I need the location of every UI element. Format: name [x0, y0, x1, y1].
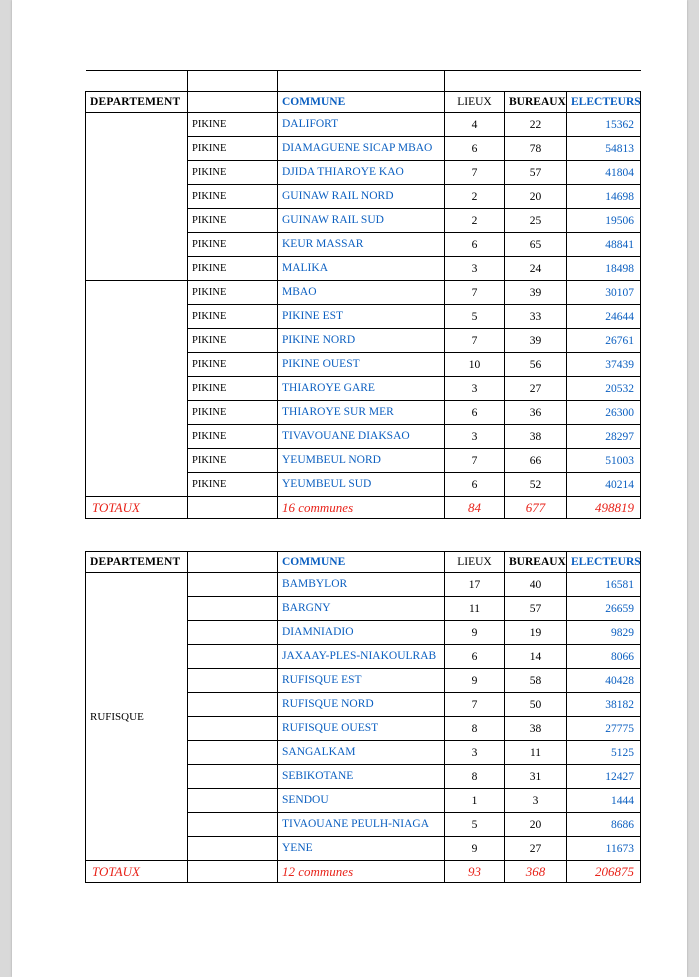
- column-header-electeurs: ELECTEURS: [567, 552, 641, 573]
- commune-name[interactable]: THIAROYE SUR MER: [278, 401, 445, 425]
- subdepartment-label: PIKINE: [188, 425, 278, 449]
- subdepartment-label: PIKINE: [188, 305, 278, 329]
- subdepartment-label: PIKINE: [188, 329, 278, 353]
- bureaux-value: 56: [505, 353, 567, 377]
- subdepartment-label: [188, 621, 278, 645]
- electeurs-value: 5125: [567, 741, 641, 765]
- table-row: [86, 113, 641, 137]
- lieux-value: 8: [445, 765, 505, 789]
- subdepartment-label: PIKINE: [188, 281, 278, 305]
- subdepartment-label: [188, 573, 278, 597]
- electeurs-value: 48841: [567, 233, 641, 257]
- spacer-cell-mid: [188, 71, 278, 92]
- totals-label: TOTAUX: [86, 497, 188, 519]
- lieux-value: 7: [445, 329, 505, 353]
- commune-name[interactable]: SANGALKAM: [278, 741, 445, 765]
- subdepartment-label: [188, 741, 278, 765]
- document-page: [12, 0, 687, 977]
- column-header-lieux: LIEUX: [445, 92, 505, 113]
- electeurs-value: 1444: [567, 789, 641, 813]
- commune-name[interactable]: PIKINE OUEST: [278, 353, 445, 377]
- bureaux-value: 40: [505, 573, 567, 597]
- subdepartment-label: PIKINE: [188, 137, 278, 161]
- lieux-value: 10: [445, 353, 505, 377]
- subdepartment-label: [188, 813, 278, 837]
- column-header-commune: COMMUNE: [278, 552, 445, 573]
- department-cell: RUFISQUE: [86, 573, 188, 861]
- electeurs-value: 12427: [567, 765, 641, 789]
- subdepartment-label: PIKINE: [188, 161, 278, 185]
- electeurs-value: 26300: [567, 401, 641, 425]
- totals-lieux: 84: [445, 497, 505, 519]
- commune-name[interactable]: YEUMBEUL SUD: [278, 473, 445, 497]
- lieux-value: 3: [445, 377, 505, 401]
- totals-blank: [188, 861, 278, 883]
- column-header-lieux: LIEUX: [445, 552, 505, 573]
- bureaux-value: 27: [505, 837, 567, 861]
- table-header-row: [86, 92, 641, 113]
- commune-name[interactable]: PIKINE NORD: [278, 329, 445, 353]
- lieux-value: 2: [445, 209, 505, 233]
- bureaux-value: 58: [505, 669, 567, 693]
- subdepartment-label: [188, 597, 278, 621]
- commune-name[interactable]: KEUR MASSAR: [278, 233, 445, 257]
- bureaux-value: 25: [505, 209, 567, 233]
- bureaux-value: 20: [505, 813, 567, 837]
- electeurs-value: 16581: [567, 573, 641, 597]
- lieux-value: 6: [445, 401, 505, 425]
- column-header-bureaux: BUREAUX: [505, 92, 567, 113]
- lieux-value: 7: [445, 449, 505, 473]
- subdepartment-label: PIKINE: [188, 473, 278, 497]
- electeurs-value: 14698: [567, 185, 641, 209]
- electeurs-value: 26761: [567, 329, 641, 353]
- table-pikine: [85, 70, 641, 519]
- spacer-cell-bureaux: [505, 71, 567, 92]
- bureaux-value: 57: [505, 597, 567, 621]
- lieux-value: 2: [445, 185, 505, 209]
- totals-electeurs: 498819: [567, 497, 641, 519]
- lieux-value: 17: [445, 573, 505, 597]
- electeurs-value: 28297: [567, 425, 641, 449]
- commune-name[interactable]: GUINAW RAIL SUD: [278, 209, 445, 233]
- electeurs-value: 11673: [567, 837, 641, 861]
- lieux-value: 5: [445, 813, 505, 837]
- column-header-electeurs: ELECTEURS: [567, 92, 641, 113]
- department-cell: [86, 281, 188, 497]
- bureaux-value: 65: [505, 233, 567, 257]
- electeurs-value: 30107: [567, 281, 641, 305]
- electeurs-value: 18498: [567, 257, 641, 281]
- bureaux-value: 38: [505, 425, 567, 449]
- commune-name[interactable]: RUFISQUE OUEST: [278, 717, 445, 741]
- subdepartment-label: PIKINE: [188, 377, 278, 401]
- totals-bureaux: 368: [505, 861, 567, 883]
- lieux-value: 5: [445, 305, 505, 329]
- bureaux-value: 50: [505, 693, 567, 717]
- commune-name[interactable]: BARGNY: [278, 597, 445, 621]
- spacer-cell-lieux: [445, 71, 505, 92]
- lieux-value: 9: [445, 669, 505, 693]
- bureaux-value: 27: [505, 377, 567, 401]
- bureaux-value: 14: [505, 645, 567, 669]
- electeurs-value: 9829: [567, 621, 641, 645]
- lieux-value: 3: [445, 425, 505, 449]
- table-top-spacer-row: [86, 71, 641, 92]
- lieux-value: 4: [445, 113, 505, 137]
- bureaux-value: 31: [505, 765, 567, 789]
- commune-name[interactable]: TIVAVOUANE DIAKSAO: [278, 425, 445, 449]
- totals-communes-count: 12 communes: [278, 861, 445, 883]
- lieux-value: 6: [445, 645, 505, 669]
- commune-name[interactable]: MALIKA: [278, 257, 445, 281]
- electeurs-value: 41804: [567, 161, 641, 185]
- electeurs-value: 8066: [567, 645, 641, 669]
- spacer-cell-electeurs: [567, 71, 641, 92]
- commune-name[interactable]: MBAO: [278, 281, 445, 305]
- column-header-bureaux: BUREAUX: [505, 552, 567, 573]
- department-cell: [86, 113, 188, 281]
- commune-name[interactable]: PIKINE EST: [278, 305, 445, 329]
- bureaux-value: 20: [505, 185, 567, 209]
- subdepartment-label: [188, 789, 278, 813]
- totals-lieux: 93: [445, 861, 505, 883]
- electeurs-value: 19506: [567, 209, 641, 233]
- column-header-blank: [188, 92, 278, 113]
- tables-container: [85, 70, 641, 883]
- lieux-value: 6: [445, 473, 505, 497]
- bureaux-value: 33: [505, 305, 567, 329]
- column-header-departement: DEPARTEMENT: [86, 92, 188, 113]
- subdepartment-label: PIKINE: [188, 209, 278, 233]
- subdepartment-label: PIKINE: [188, 401, 278, 425]
- commune-name[interactable]: YEUMBEUL NORD: [278, 449, 445, 473]
- commune-name[interactable]: DIAMNIADIO: [278, 621, 445, 645]
- electeurs-value: 40428: [567, 669, 641, 693]
- lieux-value: 8: [445, 717, 505, 741]
- totals-row: [86, 497, 641, 519]
- subdepartment-label: PIKINE: [188, 233, 278, 257]
- lieux-value: 7: [445, 693, 505, 717]
- bureaux-value: 22: [505, 113, 567, 137]
- subdepartment-label: [188, 693, 278, 717]
- lieux-value: 11: [445, 597, 505, 621]
- commune-name[interactable]: DALIFORT: [278, 113, 445, 137]
- totals-communes-count: 16 communes: [278, 497, 445, 519]
- bureaux-value: 39: [505, 281, 567, 305]
- lieux-value: 1: [445, 789, 505, 813]
- electeurs-value: 20532: [567, 377, 641, 401]
- bureaux-value: 3: [505, 789, 567, 813]
- totals-blank: [188, 497, 278, 519]
- subdepartment-label: [188, 645, 278, 669]
- electeurs-value: 40214: [567, 473, 641, 497]
- subdepartment-label: PIKINE: [188, 449, 278, 473]
- lieux-value: 7: [445, 281, 505, 305]
- subdepartment-label: PIKINE: [188, 113, 278, 137]
- bureaux-value: 19: [505, 621, 567, 645]
- commune-name[interactable]: TIVAOUANE PEULH-NIAGA: [278, 813, 445, 837]
- electeurs-value: 37439: [567, 353, 641, 377]
- lieux-value: 6: [445, 137, 505, 161]
- commune-name[interactable]: GUINAW RAIL NORD: [278, 185, 445, 209]
- commune-name[interactable]: JAXAAY-PLES-NIAKOULRAB: [278, 645, 445, 669]
- subdepartment-label: [188, 765, 278, 789]
- table-row: [86, 281, 641, 305]
- bureaux-value: 39: [505, 329, 567, 353]
- spacer-cell-mid2: [278, 71, 445, 92]
- lieux-value: 3: [445, 257, 505, 281]
- bureaux-value: 57: [505, 161, 567, 185]
- commune-name[interactable]: SEBIKOTANE: [278, 765, 445, 789]
- column-header-blank: [188, 552, 278, 573]
- subdepartment-label: PIKINE: [188, 257, 278, 281]
- subdepartment-label: [188, 717, 278, 741]
- bureaux-value: 38: [505, 717, 567, 741]
- subdepartment-label: [188, 837, 278, 861]
- electeurs-value: 54813: [567, 137, 641, 161]
- bureaux-value: 24: [505, 257, 567, 281]
- commune-name[interactable]: DJIDA THIAROYE KAO: [278, 161, 445, 185]
- lieux-value: 9: [445, 621, 505, 645]
- lieux-value: 9: [445, 837, 505, 861]
- commune-name[interactable]: YENE: [278, 837, 445, 861]
- lieux-value: 7: [445, 161, 505, 185]
- bureaux-value: 36: [505, 401, 567, 425]
- table-row: [86, 573, 641, 597]
- table-rufisque: [85, 551, 641, 883]
- electeurs-value: 51003: [567, 449, 641, 473]
- electeurs-value: 8686: [567, 813, 641, 837]
- spacer-cell-left: [86, 71, 188, 92]
- electeurs-value: 24644: [567, 305, 641, 329]
- totals-bureaux: 677: [505, 497, 567, 519]
- subdepartment-label: PIKINE: [188, 185, 278, 209]
- commune-name[interactable]: SENDOU: [278, 789, 445, 813]
- column-header-departement: DEPARTEMENT: [86, 552, 188, 573]
- subdepartment-label: PIKINE: [188, 353, 278, 377]
- column-header-commune: COMMUNE: [278, 92, 445, 113]
- electeurs-value: 26659: [567, 597, 641, 621]
- table-header-row: [86, 552, 641, 573]
- bureaux-value: 11: [505, 741, 567, 765]
- lieux-value: 6: [445, 233, 505, 257]
- totals-electeurs: 206875: [567, 861, 641, 883]
- bureaux-value: 52: [505, 473, 567, 497]
- totals-row: [86, 861, 641, 883]
- electeurs-value: 27775: [567, 717, 641, 741]
- commune-name[interactable]: DIAMAGUENE SICAP MBAO: [278, 137, 445, 161]
- bureaux-value: 78: [505, 137, 567, 161]
- commune-name[interactable]: BAMBYLOR: [278, 573, 445, 597]
- subdepartment-label: [188, 669, 278, 693]
- commune-name[interactable]: RUFISQUE NORD: [278, 693, 445, 717]
- electeurs-value: 38182: [567, 693, 641, 717]
- lieux-value: 3: [445, 741, 505, 765]
- bureaux-value: 66: [505, 449, 567, 473]
- commune-name[interactable]: RUFISQUE EST: [278, 669, 445, 693]
- electeurs-value: 15362: [567, 113, 641, 137]
- commune-name[interactable]: THIAROYE GARE: [278, 377, 445, 401]
- totals-label: TOTAUX: [86, 861, 188, 883]
